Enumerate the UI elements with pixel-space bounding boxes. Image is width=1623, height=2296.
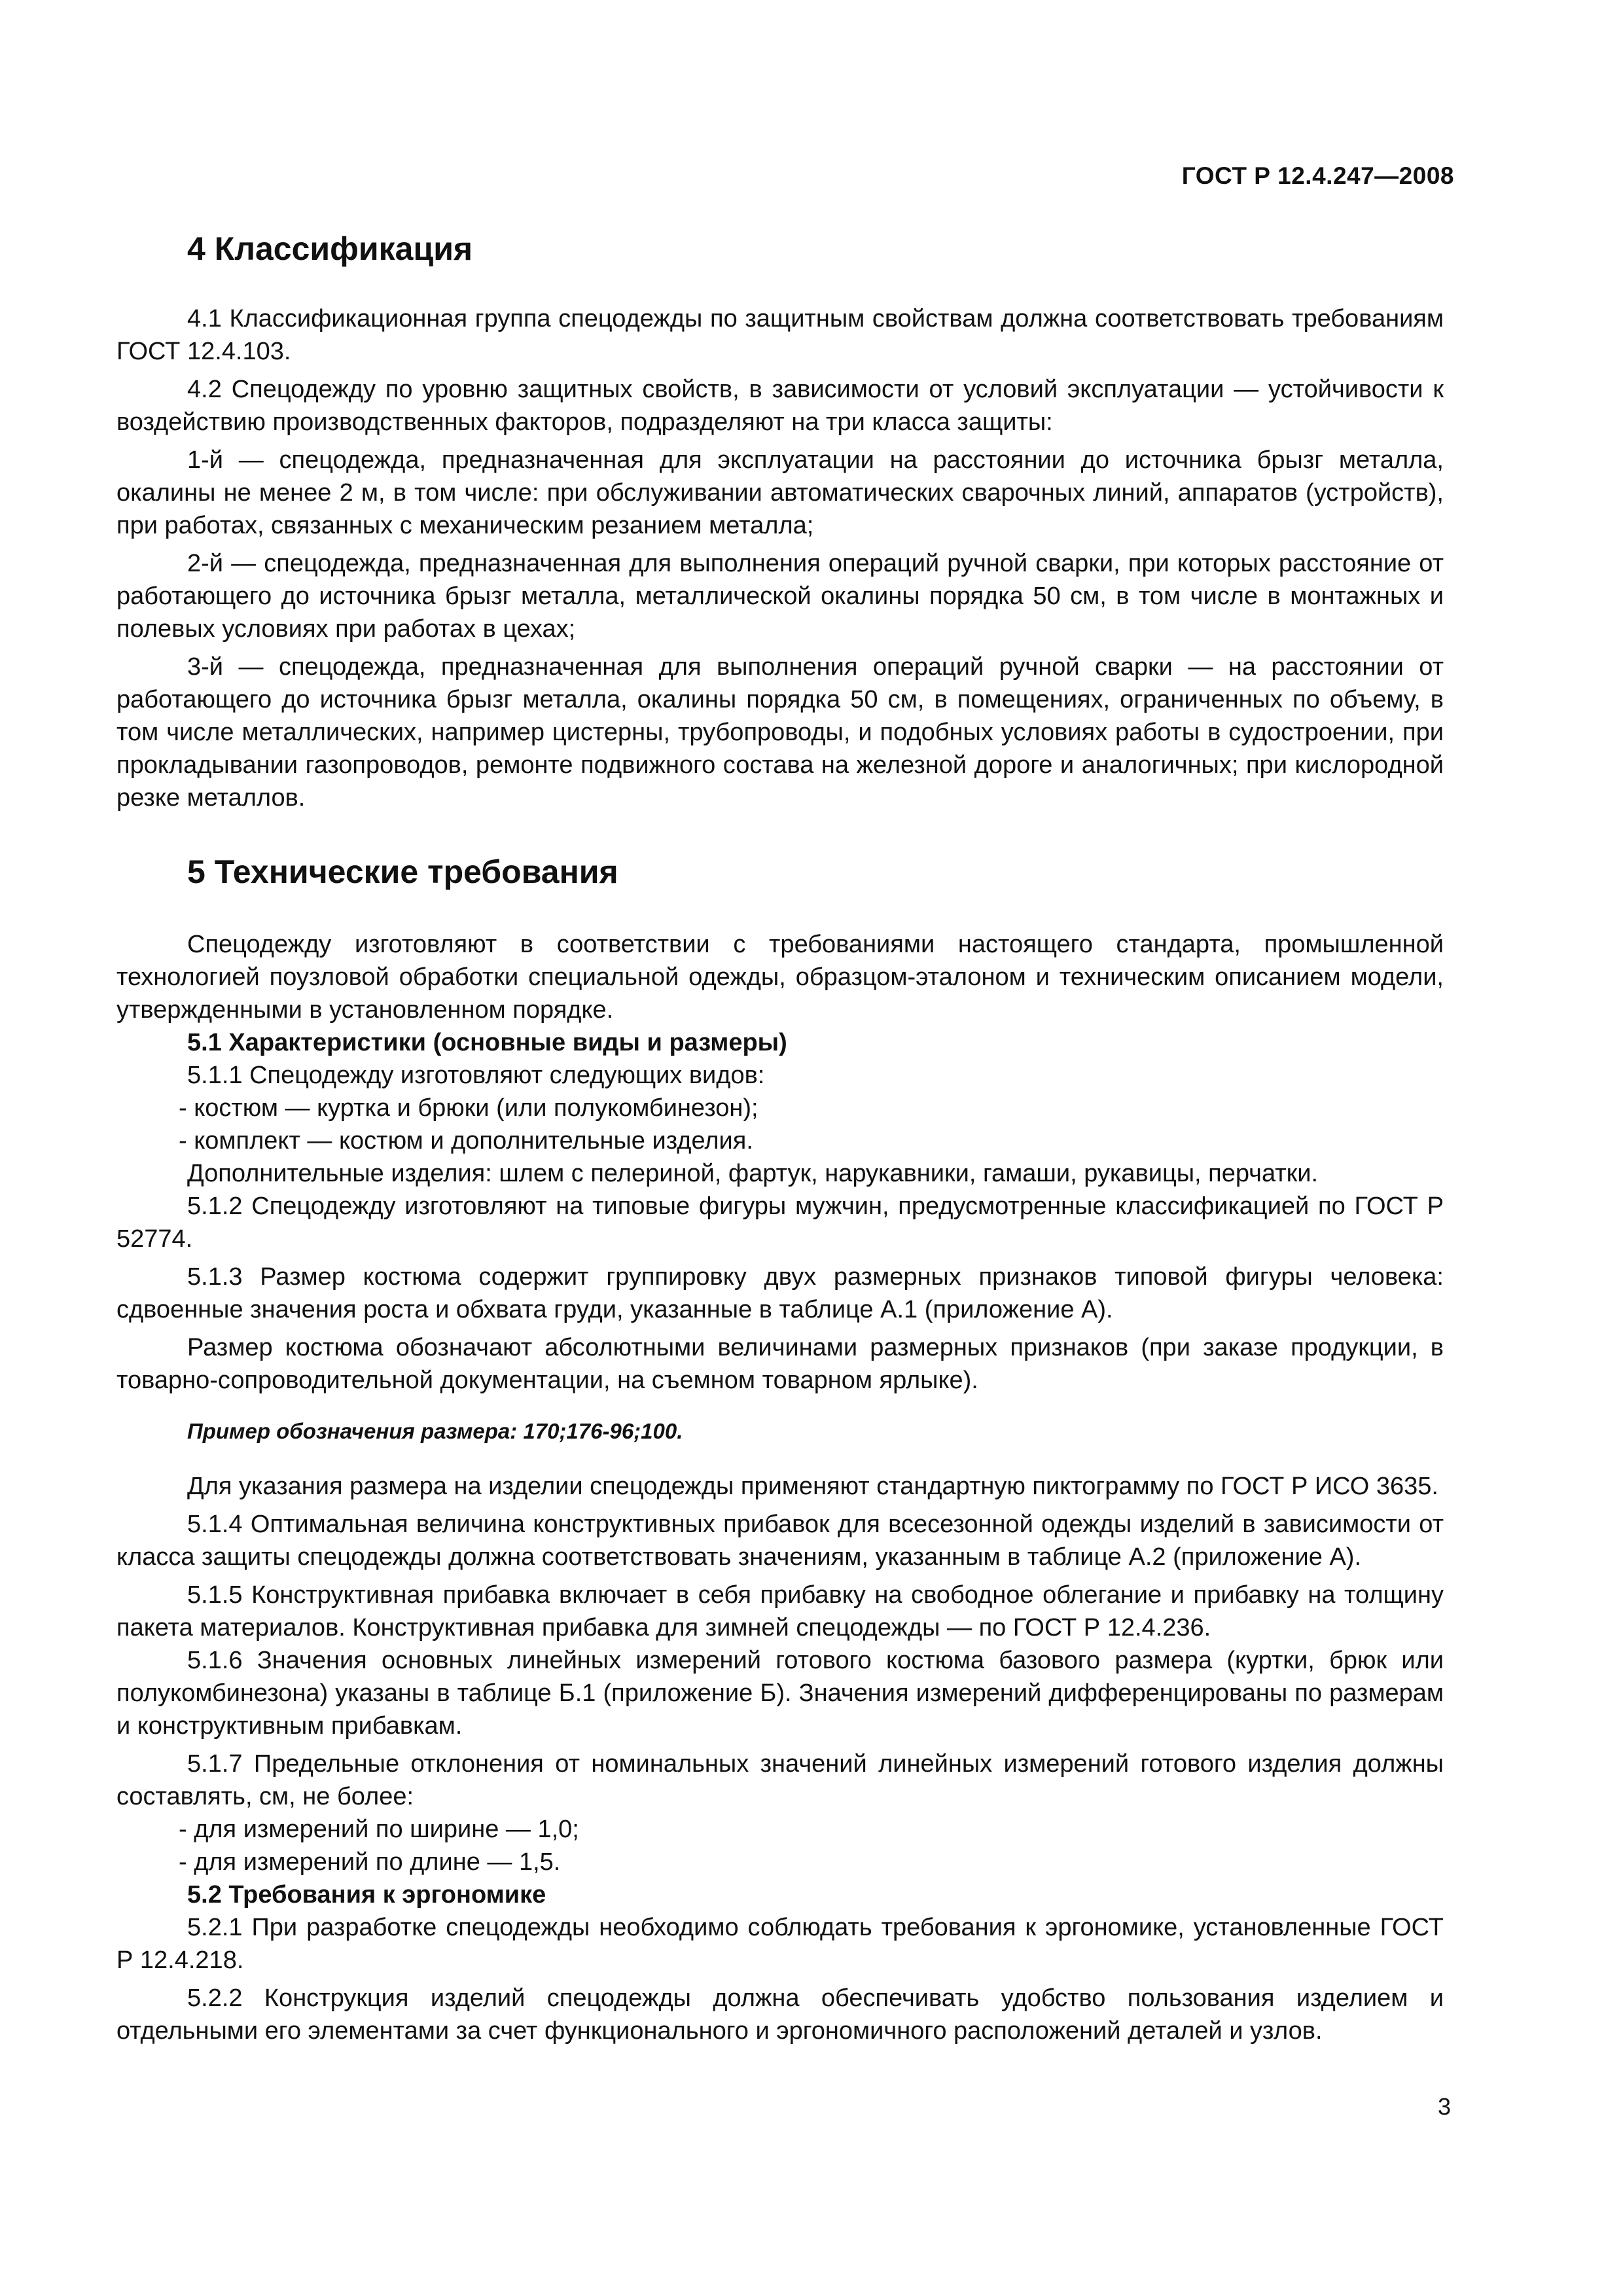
subsection-5-2-title: 5.2 Требования к эргономике (187, 1881, 546, 1909)
document-body (116, 229, 1444, 2047)
paragraph-5-1-3: 5.1.3 Размер костюма содержит группировку двух размерных признаков типовой фигуры человека: сдвоенные значения роста и обхвата груди, указанные в таблице А.1 (приложение А). (116, 1263, 1444, 1323)
paragraph-class-2: 2-й — спецодежда, предназначенная для выполнения операций ручной сварки, при которых расстояние от работающего до источника брызг металла, металлической окалины порядка 50 см, в том числе в монтажных и полевых условиях при работах в цехах; (116, 550, 1444, 643)
paragraph-5-1-6: 5.1.6 Значения основных линейных измерений готового костюма базового размера (куртки, брюк или полукомбинезона) указаны в таблице Б.1 (приложение Б). Значения измерений дифференцированы по размерам и конструктивным прибавкам. (116, 1647, 1444, 1740)
paragraph-pictogram: Для указания размера на изделии спецодежды применяют стандартную пиктограмму по ГОСТ Р ИСО 3635. (187, 1473, 1438, 1500)
section-4-title: 4 Классификация (187, 230, 473, 267)
list-item-costume: - костюм — куртка и брюки (или полукомбинезон); (179, 1094, 758, 1122)
section-5-title: 5 Технические требования (187, 853, 618, 890)
paragraph-4-2: 4.2 Спецодежду по уровню защитных свойств, в зависимости от условий эксплуатации — устойчивости к воздействию производственных факторов, подразделяют на три класса защиты: (116, 376, 1444, 436)
paragraph-5-2-1: 5.2.1 При разработке спецодежды необходимо соблюдать требования к эргономике, установленные ГОСТ Р 12.4.218. (116, 1914, 1444, 1974)
document-code-header: ГОСТ Р 12.4.247—2008 (1181, 162, 1454, 189)
paragraph-class-1: 1-й — спецодежда, предназначенная для эксплуатации на расстоянии до источника брызг металла, окалины не менее 2 м, в том числе: при обслуживании автоматических сварочных линий, аппаратов (устройств), при работах, связанных с механическим резанием металла; (116, 446, 1444, 539)
paragraph-5-1-4: 5.1.4 Оптимальная величина конструктивных прибавок для всесезонной одежды изделий в зависимости от класса защиты спецодежды должна соответствовать значениям, указанным в таблице А.2 (приложение А). (116, 1511, 1444, 1571)
subsection-5-1-title: 5.1 Характеристики (основные виды и размеры) (187, 1029, 787, 1056)
paragraph-5-1-2: 5.1.2 Спецодежду изготовляют на типовые фигуры мужчин, предусмотренные классификацией по ГОСТ Р 52774. (116, 1193, 1444, 1253)
list-item-set: - комплект — костюм и дополнительные изделия. (179, 1127, 753, 1155)
paragraph-5-2-2: 5.2.2 Конструкция изделий спецодежды должна обеспечивать удобство пользования изделием и отдельными его элементами за счет функционального и эргономичного расположений деталей и узлов. (116, 1984, 1444, 2045)
paragraph-5-1-3-size: Размер костюма обозначают абсолютными величинами размерных признаков (при заказе продукции, в товарно-сопроводительной документации, на съемном товарном ярлыке). (116, 1334, 1444, 1394)
paragraph-5-intro: Спецодежду изготовляют в соответствии с требованиями настоящего стандарта, промышленной технологией поузловой обработки специальной одежды, образцом-эталоном и техническим описанием модели, утвержденными в установленном порядке. (116, 931, 1444, 1024)
paragraph-extra-items: Дополнительные изделия: шлем с пелериной, фартук, нарукавники, гамаши, рукавицы, перчатки. (187, 1160, 1319, 1187)
paragraph-5-1-7: 5.1.7 Предельные отклонения от номинальных значений линейных измерений готового изделия должны составлять, см, не более: (116, 1750, 1444, 1810)
list-item-width: - для измерений по ширине — 1,0; (179, 1816, 579, 1843)
paragraph-5-1-5: 5.1.5 Конструктивная прибавка включает в себя прибавку на свободное облегание и прибавку на толщину пакета материалов. Конструктивная прибавка для зимней спецодежды — по ГОСТ Р 12.4.236. (116, 1581, 1444, 1641)
paragraph-class-3: 3-й — спецодежда, предназначенная для выполнения операций ручной сварки — на расстоянии от работающего до источника брызг металла, окалины порядка 50 см, в помещениях, ограниченных по объему, в том числе металлических, например цистерны, трубопроводы, и подобных условиях работы в судостроении, при прокладывании газопроводов, ремонте подвижного состава на железной дороге и аналогичных; при кислородной резке металлов. (116, 653, 1444, 812)
list-item-length: - для измерений по длине — 1,5. (179, 1848, 561, 1876)
paragraph-5-1-1: 5.1.1 Спецодежду изготовляют следующих видов: (187, 1062, 765, 1089)
page-number: 3 (1437, 2093, 1451, 2120)
paragraph-4-1: 4.1 Классификационная группа спецодежды по защитным свойствам должна соответствовать требованиям ГОСТ 12.4.103. (116, 305, 1444, 365)
size-example: Пример обозначения размера: 170;176-96;100. (187, 1419, 683, 1443)
